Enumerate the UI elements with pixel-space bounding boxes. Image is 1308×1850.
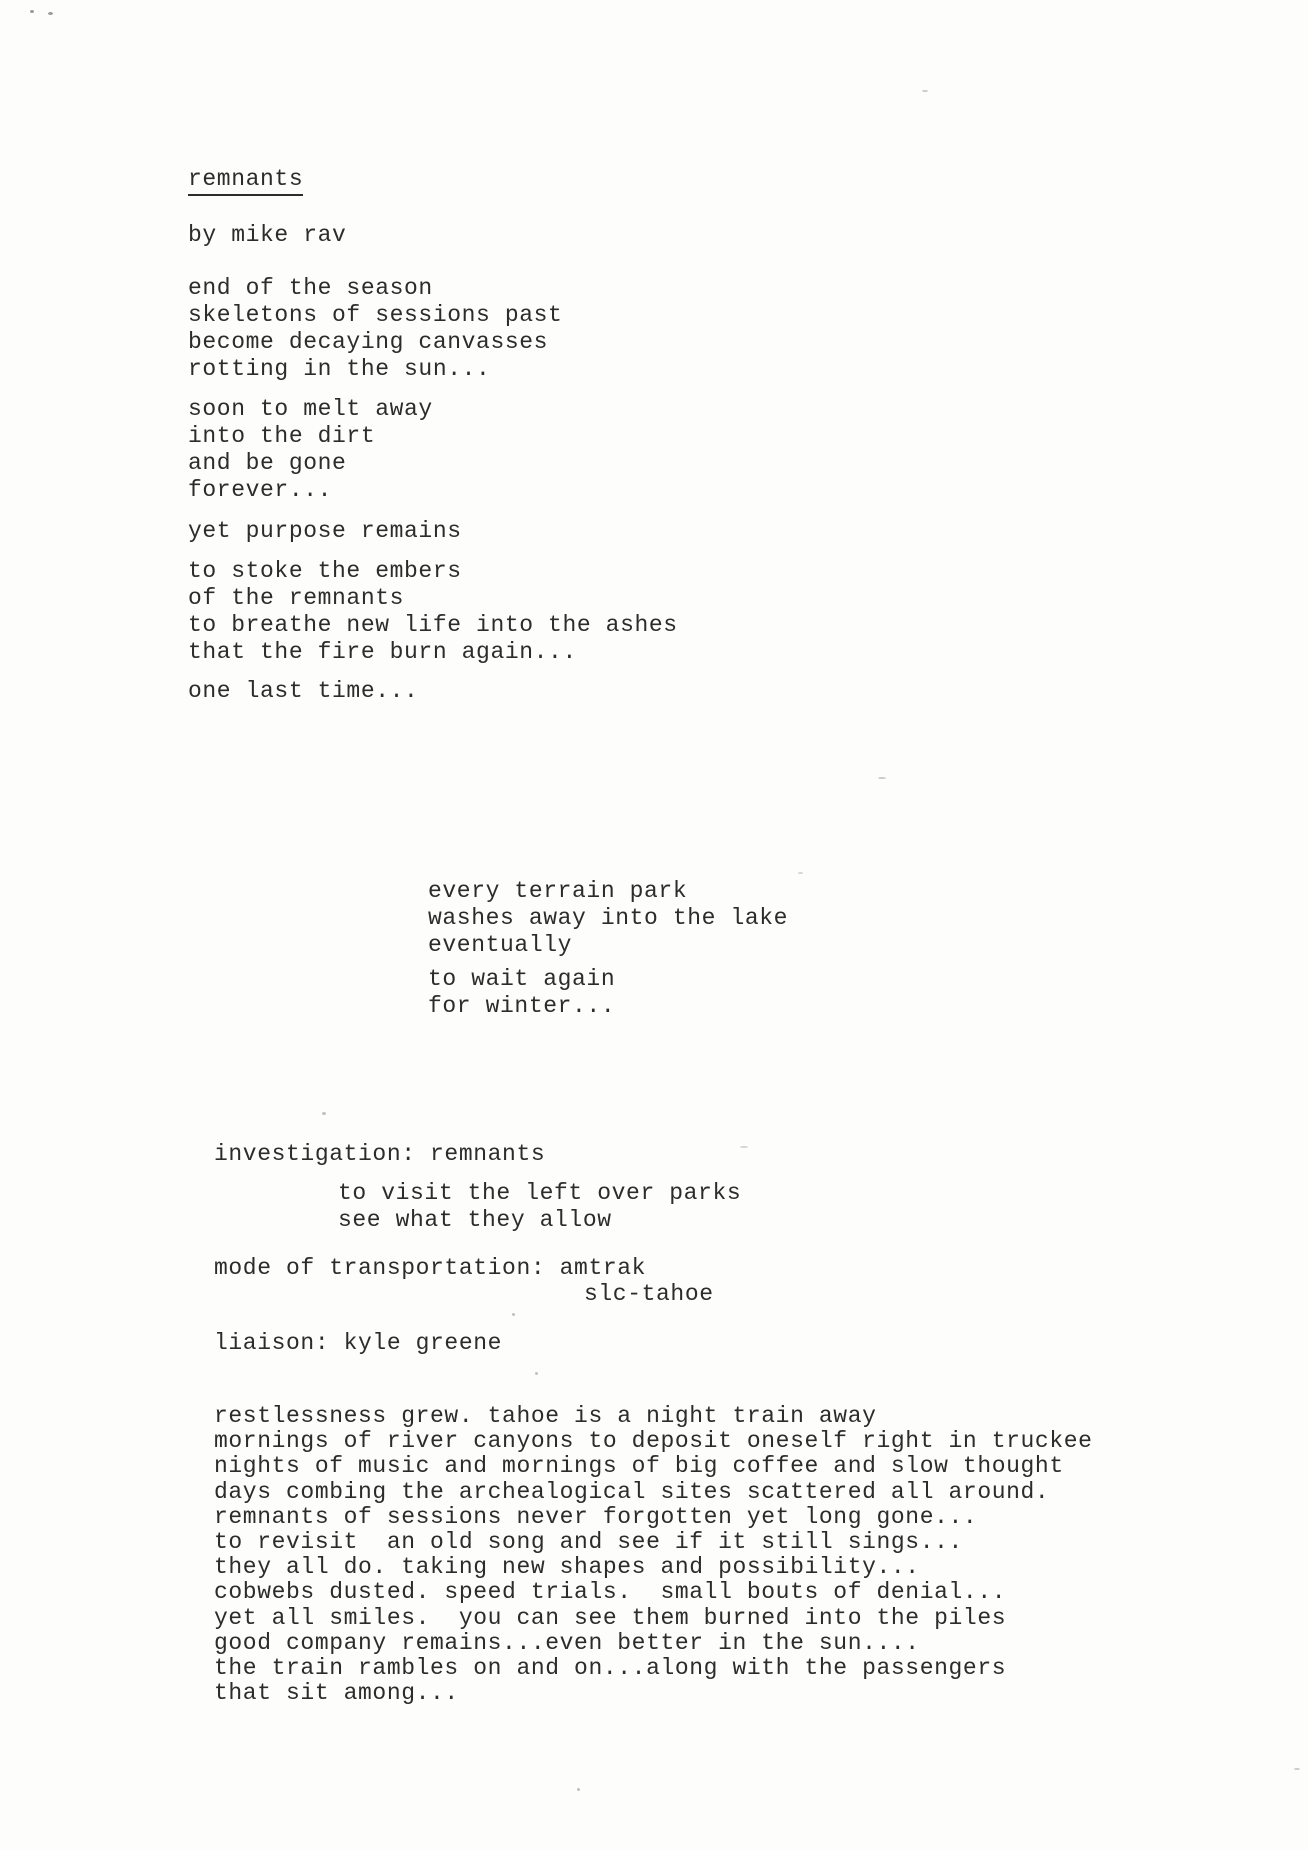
poem-line: forever... — [188, 477, 333, 503]
poem-line: to wait again — [428, 966, 616, 992]
poem-line: into the dirt — [188, 423, 376, 449]
stanza-5 — [188, 678, 418, 705]
poem-line: every terrain park — [428, 878, 688, 904]
narrative-line: good company remains...even better in the sun.... — [214, 1629, 920, 1656]
detail-line: to visit the left over parks — [338, 1180, 742, 1206]
poem-line: for winter... — [428, 993, 616, 1019]
narrative-line: days combing the archealogical sites scattered all around. — [214, 1478, 1050, 1505]
indented-stanza-1 — [428, 878, 788, 959]
narrative-line: they all do. taking new shapes and possibility... — [214, 1554, 920, 1581]
byline: by mike rav — [188, 222, 347, 248]
stanza-4 — [188, 558, 678, 666]
paper-speck — [535, 1372, 538, 1375]
poem-line: yet purpose remains — [188, 518, 462, 544]
paper-speck — [577, 1788, 580, 1791]
liaison-line: liaison: kyle greene — [214, 1330, 503, 1356]
indented-stanza-2 — [428, 966, 615, 1020]
narrative-line: remnants of sessions never forgotten yet long gone... — [214, 1503, 978, 1530]
stanza-3 — [188, 518, 462, 545]
poem-line: eventually — [428, 932, 573, 958]
narrative-line: the train rambles on and on...along with the passengers — [214, 1655, 1007, 1682]
poem-line: end of the season — [188, 275, 433, 301]
paper-speck — [798, 872, 803, 874]
paper-speck — [322, 1112, 326, 1115]
transportation-route: slc-tahoe — [584, 1281, 714, 1307]
poem-line: rotting in the sun... — [188, 356, 491, 382]
poem-line: skeletons of sessions past — [188, 302, 563, 328]
poem-line: and be gone — [188, 450, 347, 476]
narrative-line: mornings of river canyons to deposit oneself right in truckee — [214, 1428, 1093, 1455]
narrative-line: cobwebs dusted. speed trials. small bouts of denial... — [214, 1579, 1007, 1606]
paper-speck — [740, 1146, 748, 1148]
narrative-line: that sit among... — [214, 1680, 459, 1707]
paper-speck — [512, 1313, 515, 1316]
paper-speck — [48, 12, 53, 15]
poem-line: that the fire burn again... — [188, 639, 577, 665]
stanza-1 — [188, 275, 562, 383]
paper-speck — [30, 10, 34, 13]
poem-line: of the remnants — [188, 585, 405, 611]
poem-line: to breathe new life into the ashes — [188, 612, 678, 638]
narrative-line: restlessness grew. tahoe is a night train away — [214, 1403, 877, 1429]
poem-line: one last time... — [188, 678, 419, 704]
narrative-line: to revisit an old song and see if it still sings... — [214, 1529, 963, 1556]
investigation-label: investigation: remnants — [214, 1141, 546, 1167]
narrative-line: nights of music and mornings of big coffee and slow thought — [214, 1453, 1064, 1480]
detail-line: see what they allow — [338, 1207, 612, 1233]
investigation-description — [338, 1180, 741, 1234]
paper-speck — [1294, 1768, 1300, 1770]
poem-line: to stoke the embers — [188, 558, 462, 584]
poem-line: washes away into the lake — [428, 905, 789, 931]
stanza-2 — [188, 396, 433, 504]
poem-title: remnants — [188, 166, 303, 196]
paper-speck — [878, 777, 886, 779]
paper-speck — [922, 90, 928, 92]
narrative-line: yet all smiles. you can see them burned into the piles — [214, 1604, 1007, 1631]
narrative-paragraph — [214, 1404, 1093, 1706]
poem-line: become decaying canvasses — [188, 329, 549, 355]
poem-line: soon to melt away — [188, 396, 433, 422]
transportation-label: mode of transportation: amtrak — [214, 1255, 647, 1281]
